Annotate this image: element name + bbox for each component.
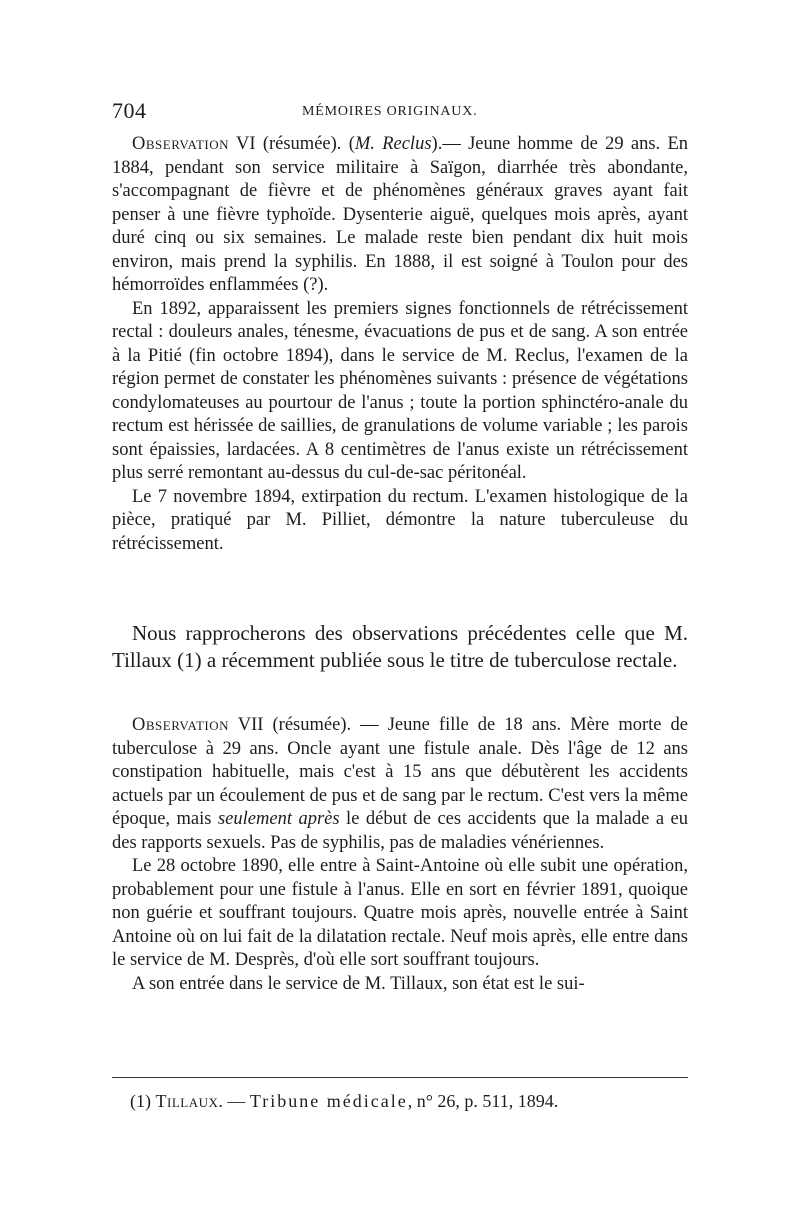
obs6-label: Observation — [132, 134, 230, 154]
obs6-p1-text-a: VI (résumée). ( — [229, 134, 355, 154]
observation-7 — [112, 714, 688, 996]
obs6-paragraph-3: Le 7 novembre 1894, extirpation du rectum. L'examen histologique de la pièce, pratiqué par M. Pilliet, démontre la nature tuberculeuse du rétrécissement. — [112, 486, 688, 554]
obs7-paragraph-1 — [112, 714, 688, 855]
obs6-paragraph-2: En 1892, apparaissent les premiers signes fonctionnels de rétrécissement rectal : douleurs anales, ténesme, évacuations de pus et de sang. A son entrée à la Pitié (fin octobre 1894), dans le service de M. Reclus, l'examen de la région permet de constater les phénomènes suivants : présence de végétations condylomateuses au pourtour de l'anus ; toute la portion sphinctéro-anale du rectum est hérissée de saillies, de granulations de volume variable ; les parois sont épaissies, lardacées. A 8 centimètres de l'anus existe un rétrécissement plus serré remontant au-dessus du cul-de-sac péritonéal. — [112, 298, 688, 483]
obs7-p1-text-b: le début de ces accidents que la malade a eu des rapports sexuels. Pas de syphilis, pas de maladies vénériennes. — [112, 809, 688, 853]
footnote-reference: , n° 26, p. 511, 1894. — [407, 1091, 559, 1111]
obs7-p1-text-a: VII (résumée). — Jeune fille de 18 ans. Mère morte de tuberculose à 29 ans. Oncle ayant une fistule anale. Dès l'âge de 12 ans constipation habituelle, mais c'est à 15 ans que débutèrent les accidents actuels par un écoulement de pus et de sang par le rectum. C'est vers la même époque, mais — [112, 715, 688, 829]
obs7-emphasis: seulement après — [217, 809, 340, 829]
page-header — [112, 98, 688, 128]
footnote-rule — [112, 1077, 688, 1078]
observation-6 — [112, 133, 688, 556]
footnote-separator: . — — [218, 1091, 250, 1111]
obs6-author: M. Reclus — [354, 134, 432, 154]
transition-paragraph — [112, 620, 688, 674]
obs7-paragraph-2: Le 28 octobre 1890, elle entre à Saint-Antoine où elle subit une opération, probablement pour une fistule à l'anus. Elle en sort en février 1891, quoique non guérie et souffrant toujours. Quatre mois après, nouvelle entrée à Saint Antoine où on lui fait de la dilatation rectale. Neuf mois après, elle entre dans le service de M. Desprès, d'où elle sort souffrant toujours. — [112, 856, 688, 970]
footnote-author: Tillaux — [155, 1091, 219, 1111]
footnote-marker: (1) — [130, 1091, 156, 1111]
footnote — [130, 1091, 690, 1112]
running-title: MÉMOIRES ORIGINAUX. — [302, 104, 478, 119]
obs6-p1-text-b: ).— Jeune homme de 29 ans. En 1884, pendant son service militaire à Saïgon, diarrhée très abondante, s'accompagnant de fièvre et de phénomènes généraux graves ayant fait penser à une fièvre typhoïde. Dysenterie aiguë, quelques mois après, ayant duré cinq ou six semaines. Le malade reste bien pendant dix huit mois environ, mais prend la syphilis. En 1888, il est soigné à Toulon pour des hémorroïdes enflammées (?). — [112, 134, 688, 295]
page-number: 704 — [112, 98, 147, 123]
footnote-journal: Tribune médicale — [249, 1091, 408, 1111]
obs7-paragraph-3: A son entrée dans le service de M. Tillaux, son état est le sui- — [132, 973, 585, 994]
obs6-paragraph-1 — [112, 133, 688, 298]
obs7-label: Observation — [132, 715, 230, 735]
transition-text: Nous rapprocherons des observations précédentes celle que M. Tillaux (1) a récemment publiée sous le titre de tuberculose rectale. — [112, 621, 688, 672]
